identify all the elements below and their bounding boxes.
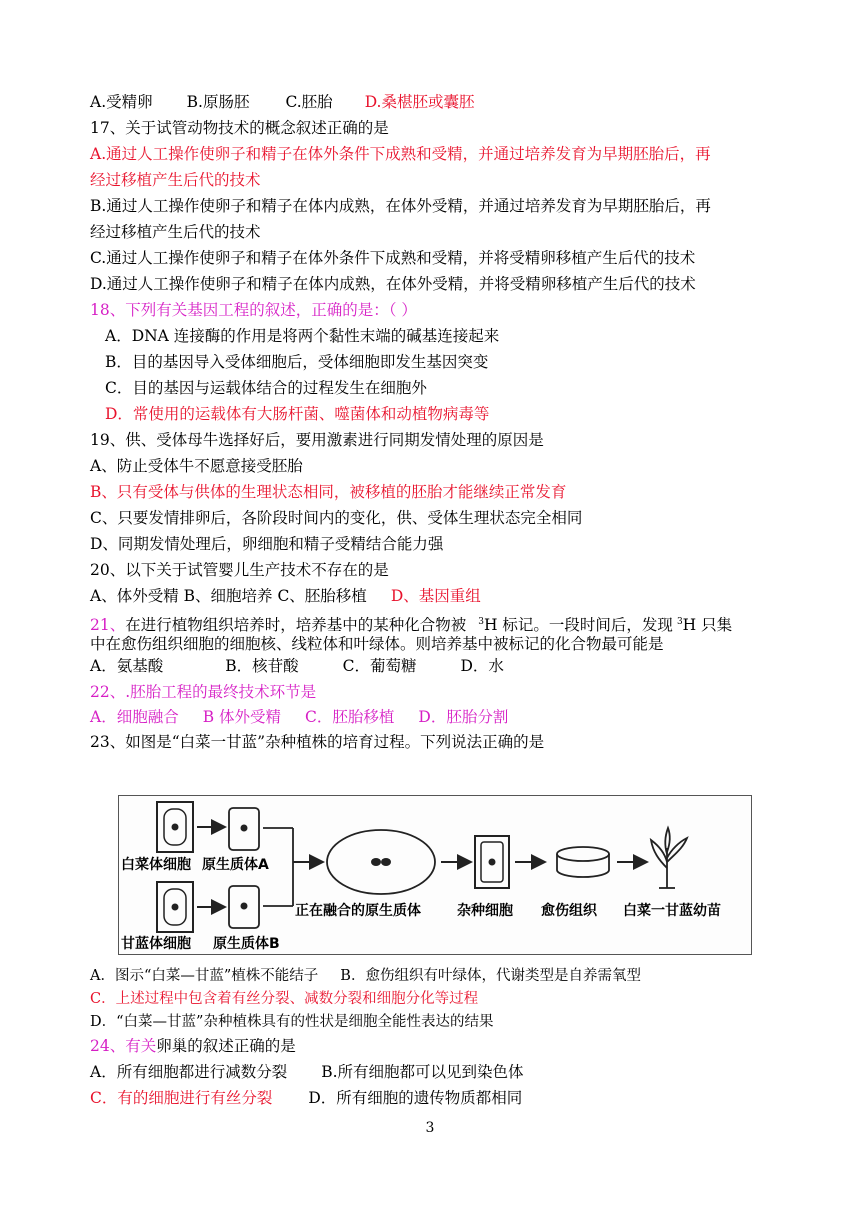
q21-superscript-2: 3 <box>676 617 683 627</box>
q19-stem: 19、供、受体母牛选择好后，要用激素进行同期发情处理的原因是 <box>90 431 544 449</box>
q18-option-c: C．目的基因与运载体结合的过程发生在细胞外 <box>105 379 427 397</box>
label-hybrid-cell: 杂种细胞 <box>457 903 513 919</box>
label-fusing-protoplasts: 正在融合的原生质体 <box>295 903 421 919</box>
q20-options-abc: A、体外受精 B、细胞培养 C、胚胎移植 <box>90 587 367 605</box>
q19-option-c: C、只要发情排卵后，各阶段时间内的变化，供、受体生理状态完全相同 <box>90 509 583 527</box>
q17-option-d: D.通过人工操作使卵子和精子在体内成熟，在体外受精，并将受精卵移植产生后代的技术 <box>90 275 696 293</box>
q21-number: 21、 <box>90 616 126 635</box>
q21-option-a: A．氨基酸 <box>90 657 164 675</box>
q22-stem: 22、.胚胎工程的最终技术环节是 <box>90 683 317 701</box>
q16-option-a: A.受精卵 <box>90 93 153 111</box>
q24-stem <box>90 1036 296 1056</box>
q23-option-c-answer: C．上述过程中包含着有丝分裂、减数分裂和细胞分化等过程 <box>90 991 479 1007</box>
q19-option-a: A、防止受体牛不愿意接受胚胎 <box>90 457 303 475</box>
hybrid-cell-shape <box>475 836 509 888</box>
cabbage-cell-shape <box>157 802 193 852</box>
protoplast-b-shape <box>229 886 259 928</box>
kale-cell-shape <box>157 882 193 932</box>
label-protoplast-b: 原生质体B <box>213 936 280 952</box>
fusing-protoplasts-shape <box>327 830 435 894</box>
callus-shape <box>557 847 609 877</box>
q17-option-a-line1: A.通过人工操作使卵子和精子在体外条件下成熟和受精，并通过培养发育为早期胚胎后，再 <box>90 145 711 163</box>
q24-option-b: B.所有细胞都可以见到染色体 <box>321 1063 524 1081</box>
q23-options-ab <box>90 966 641 986</box>
q23-option-b: B．愈伤组织有叶绿体，代谢类型是自养需氧型 <box>340 968 641 984</box>
q21-option-d: D．水 <box>460 657 504 675</box>
q23-diagram <box>118 795 752 955</box>
q22-option-c: C．胚胎移植 <box>305 708 395 726</box>
q17-option-c: C.通过人工操作使卵子和精子在体外条件下成熟和受精，并将受精卵移植产生后代的技术 <box>90 249 696 267</box>
q21-stem-line1 <box>90 612 732 635</box>
q22-option-b: B 体外受精 <box>202 708 282 726</box>
q18-option-d-answer: D．常使用的运载体有大肠杆菌、噬菌体和动植物病毒等 <box>105 405 490 423</box>
seedling-shape <box>651 828 687 888</box>
q18-option-a: A．DNA 连接酶的作用是将两个黏性末端的碱基连接起来 <box>105 327 500 345</box>
q21-stem-part2: H 标记。一段时间后，发现 <box>483 616 673 635</box>
page-number: 3 <box>425 1120 435 1136</box>
label-kale-cell: 甘蓝体细胞 <box>121 936 191 952</box>
q24-option-a: A．所有细胞都进行减数分裂 <box>90 1063 288 1081</box>
q16-option-b: B.原肠胚 <box>186 93 250 111</box>
label-cabbage-cell: 白菜体细胞 <box>121 857 191 873</box>
q19-option-b-answer: B、只有受体与供体的生理状态相同，被移植的胚胎才能继续正常发育 <box>90 483 567 501</box>
q24-options-cd <box>90 1088 522 1108</box>
q21-option-b: B．核苷酸 <box>225 657 299 675</box>
q21-stem-part3: H 只集 <box>682 616 733 635</box>
q17-option-b-line1: B.通过人工操作使卵子和精子在体内成熟，在体外受精，并通过培养发育为早期胚胎后，再 <box>90 197 711 215</box>
protoplast-a-shape <box>229 808 259 850</box>
label-protoplast-a: 原生质体A <box>202 857 269 873</box>
q24-options-ab <box>90 1062 524 1082</box>
q21-stem-part1: 在进行植物组织培养时，培养基中的某种化合物被 <box>125 616 467 635</box>
q16-options <box>90 92 475 112</box>
q20-options <box>90 586 481 606</box>
q16-option-d-answer: D.桑椹胚或囊胚 <box>364 93 475 111</box>
q22-option-d: D．胚胎分割 <box>418 708 509 726</box>
q17-option-a-line2: 经过移植产生后代的技术 <box>90 171 261 189</box>
q21-stem-line2: 中在愈伤组织细胞的细胞核、线粒体和叶绿体。则培养基中被标记的化合物最可能是 <box>90 635 664 653</box>
q17-option-b-line2: 经过移植产生后代的技术 <box>90 223 261 241</box>
q19-option-d: D、同期发情处理后，卵细胞和精子受精结合能力强 <box>90 535 444 553</box>
q21-option-c: C．葡萄糖 <box>342 657 417 675</box>
q21-superscript-1: 3 <box>478 617 484 627</box>
q21-options <box>90 656 504 676</box>
q22-options <box>90 707 508 727</box>
q20-stem: 20、以下关于试管婴儿生产技术不存在的是 <box>90 561 389 579</box>
label-seedling: 白菜一甘蓝幼苗 <box>623 903 721 919</box>
q24-option-c-answer: C．有的细胞进行有丝分裂 <box>90 1089 273 1107</box>
q23-stem: 23、如图是“白菜一甘蓝”杂种植株的培育过程。下列说法正确的是 <box>90 733 545 751</box>
q23-option-d: D．“白菜—甘蓝”杂种植株具有的性状是细胞全能性表达的结果 <box>90 1014 494 1030</box>
q18-option-b: B．目的基因导入受体细胞后，受体细胞即发生基因突变 <box>105 353 489 371</box>
q22-option-a: A．细胞融合 <box>90 708 179 726</box>
q17-stem: 17、关于试管动物技术的概念叙述正确的是 <box>90 119 389 137</box>
q23-diagram-drawing <box>119 796 751 954</box>
q24-number: 24、有关 <box>90 1037 157 1055</box>
q16-option-c: C.胚胎 <box>285 93 333 111</box>
q18-stem: 18、下列有关基因工程的叙述，正确的是：（ ） <box>90 301 417 319</box>
q24-option-d: D．所有细胞的遗传物质都相同 <box>308 1089 523 1107</box>
q24-stem-text: 卵巢的叙述正确的是 <box>156 1037 296 1055</box>
q23-option-a: A．图示“白菜—甘蓝”植株不能结子 <box>90 968 319 984</box>
label-callus: 愈伤组织 <box>541 903 597 919</box>
q20-option-d-answer: D、基因重组 <box>390 587 481 605</box>
